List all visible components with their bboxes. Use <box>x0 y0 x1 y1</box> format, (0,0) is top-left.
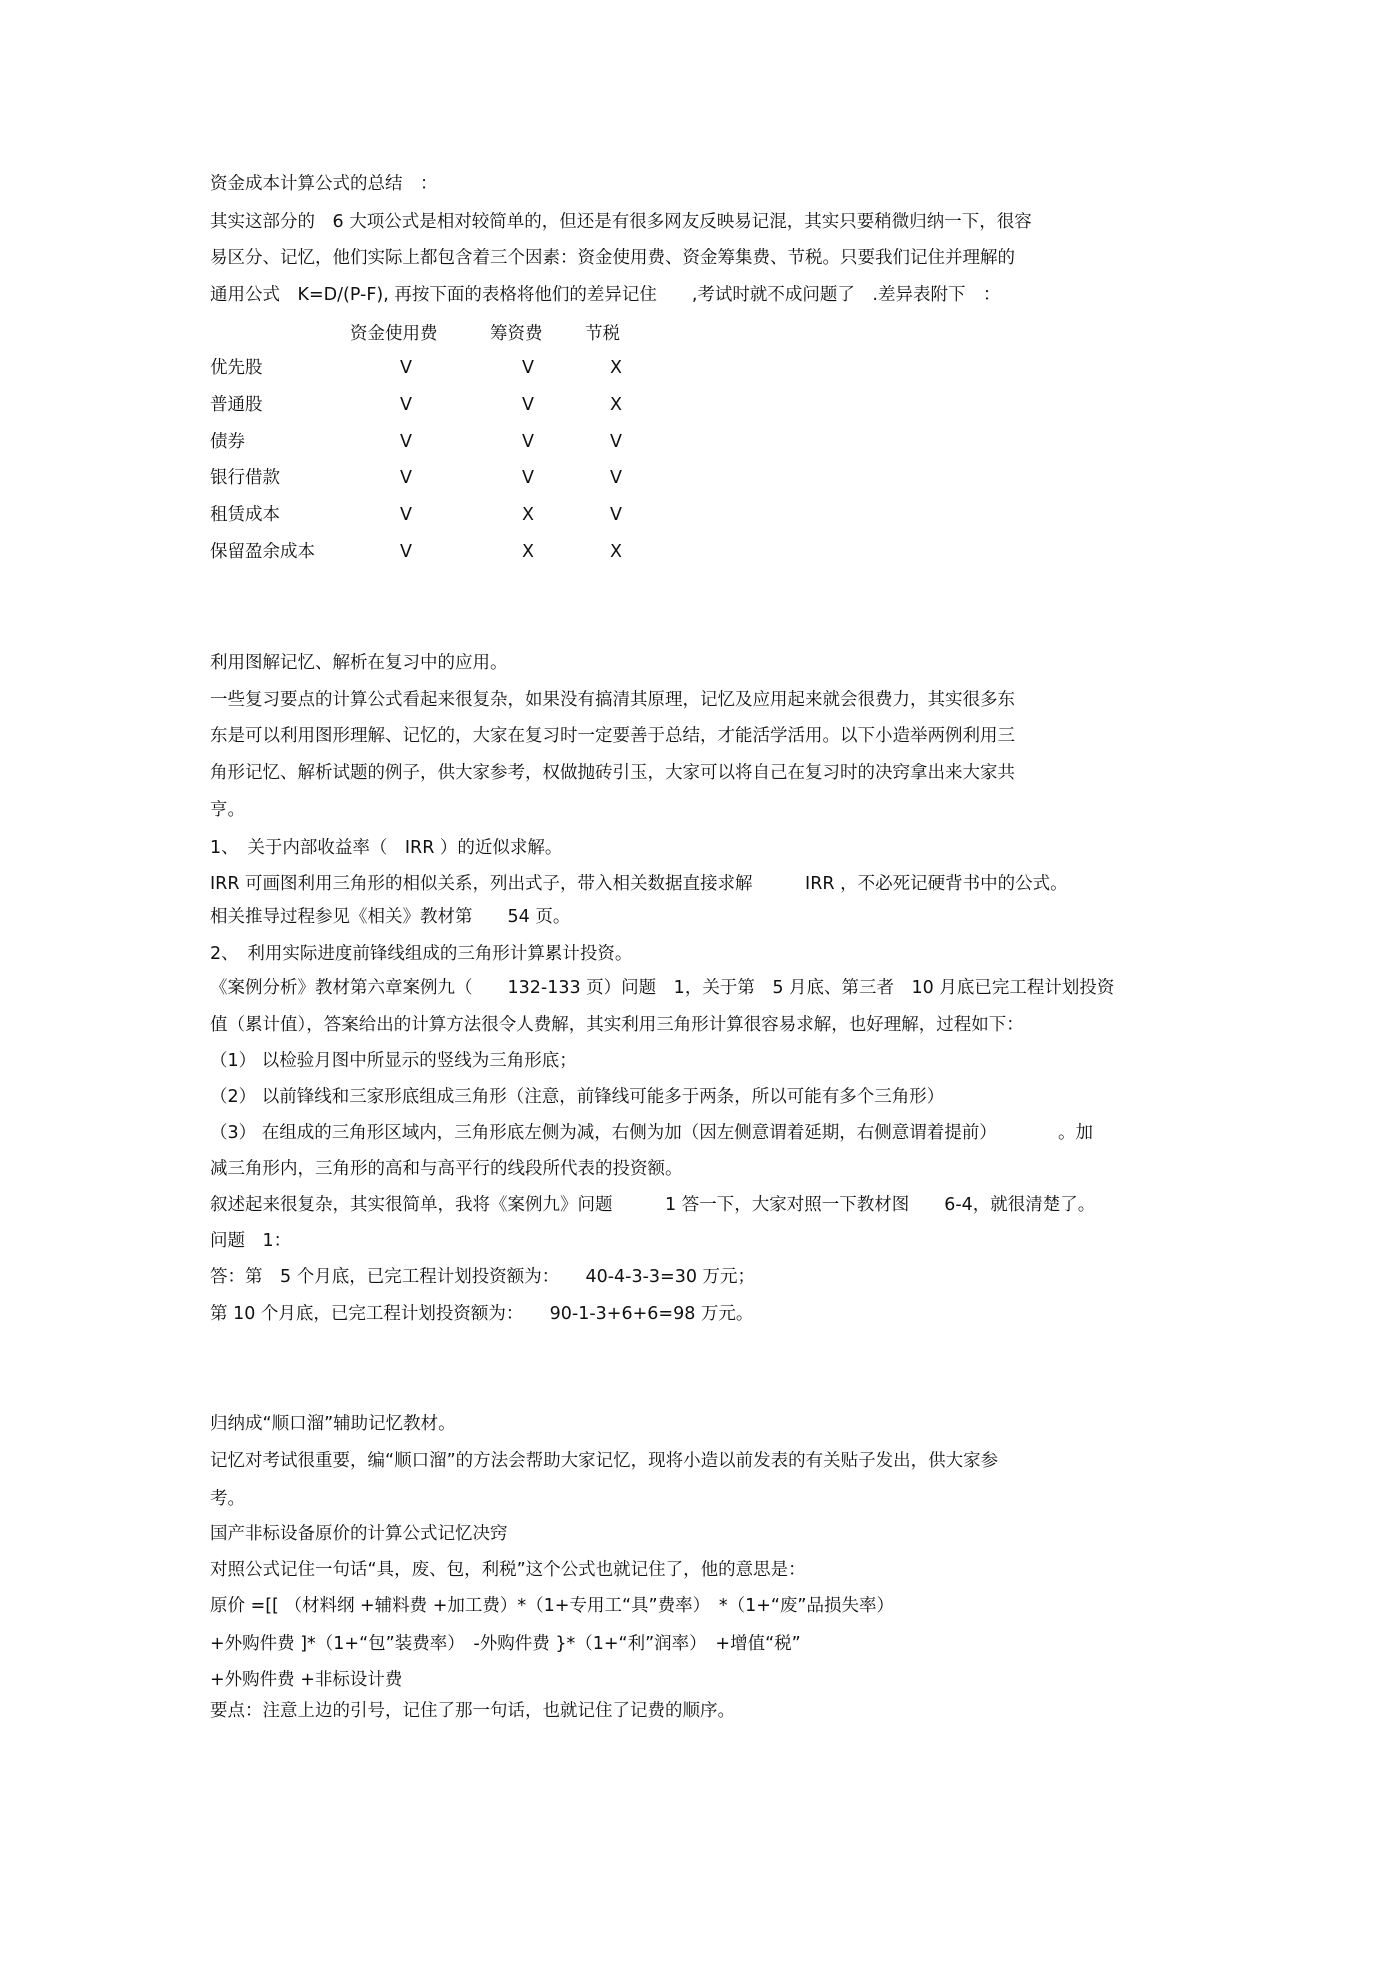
table-cell: V <box>522 432 534 452</box>
section2-line: 1、 关于内部收益率（ IRR ）的近似求解。 <box>210 838 563 858</box>
section2-line: 东是可以利用图形理解、记忆的，大家在复习时一定要善于总结，才能活学活用。以下小造举两例利用三 <box>210 726 1015 746</box>
table-row-label: 普通股 <box>210 395 263 415</box>
section1-para-line-3: 通用公式 K=D/(P-F), 再按下面的表格将他们的差异记住 ,考试时就不成问题了 .差异表附下 ： <box>210 285 1001 305</box>
section2-line: （3） 在组成的三角形区域内，三角形底左侧为减，右侧为加（因左侧意谓着延期，右侧意谓着提前） 。加 <box>210 1123 1093 1143</box>
table-row-label: 优先股 <box>210 358 263 378</box>
table-cell: V <box>522 395 534 415</box>
table-row <box>210 356 710 380</box>
section3-line: 记忆对考试很重要，编“顺口溜”的方法会帮助大家记忆，现将小造以前发表的有关贴子发出，供大家参 <box>210 1451 999 1471</box>
table-cell: V <box>522 468 534 488</box>
table-cell: V <box>522 358 534 378</box>
section2-line: 值（累计值），答案给出的计算方法很令人费解，其实利用三角形计算很容易求解，也好理解，过程如下： <box>210 1015 1024 1035</box>
table-cell: V <box>610 432 622 452</box>
table-row <box>210 540 710 564</box>
table-cell: V <box>610 468 622 488</box>
table-cell: V <box>400 505 412 525</box>
section2-line: 《案例分析》教材第六章案例九（ 132-133 页）问题 1，关于第 5 月底、第三者 10 月底已完工程计划投资 <box>210 978 1115 998</box>
table-row-label: 保留盈余成本 <box>210 542 315 562</box>
table-row <box>210 466 710 490</box>
table-header-row <box>210 322 710 346</box>
section3-line: 要点：注意上边的引号，记住了那一句话，也就记住了记费的顺序。 <box>210 1701 735 1721</box>
section3-line: 国产非标设备原价的计算公式记忆决窍 <box>210 1524 508 1544</box>
table-cell: V <box>400 358 412 378</box>
section3-line: 考。 <box>210 1489 245 1509</box>
section2-line: 答：第 5 个月底，已完工程计划投资额为： 40-4-3-3=30 万元； <box>210 1267 756 1287</box>
table-cell: V <box>400 542 412 562</box>
table-row <box>210 393 710 417</box>
section2-line: 叙述起来很复杂，其实很简单，我将《案例九》问题 1 答一下，大家对照一下教材图 6-4，就很清楚了。 <box>210 1195 1096 1215</box>
section3-line: 对照公式记住一句话“具，废、包，利税”这个公式也就记住了，他的意思是： <box>210 1560 806 1580</box>
table-cell: X <box>522 542 534 562</box>
table-row <box>210 503 710 527</box>
section1-para-line-1: 其实这部分的 6 大项公式是相对较简单的，但还是有很多网友反映易记混，其实只要稍微归纳一下，很容 <box>210 212 1032 232</box>
section2-line: 角形记忆、解析试题的例子，供大家参考，权做抛砖引玉，大家可以将自己在复习时的决窍拿出来大家共 <box>210 763 1015 783</box>
section2-line: 2、 利用实际进度前锋线组成的三角形计算累计投资。 <box>210 944 633 964</box>
section1-para-line-2: 易区分、记忆，他们实际上都包含着三个因素：资金使用费、资金筹集费、节税。只要我们记住并理解的 <box>210 248 1015 268</box>
section2-line: 一些复习要点的计算公式看起来很复杂，如果没有搞清其原理，记忆及应用起来就会很费力，其实很多东 <box>210 690 1015 710</box>
section2-line: 相关推导过程参见《相关》教材第 54 页。 <box>210 907 571 927</box>
section2-line: 减三角形内，三角形的高和与高平行的线段所代表的投资额。 <box>210 1159 683 1179</box>
section2-line: 第 10 个月底，已完工程计划投资额为： 90-1-3+6+6=98 万元。 <box>210 1304 754 1324</box>
table-header-cell: 筹资费 <box>490 324 543 344</box>
section3-line: +外购件费 ]*（1+“包”装费率） -外购件费 }*（1+“利”润率） +增值“税” <box>210 1634 801 1654</box>
section2-line: IRR 可画图利用三角形的相似关系，列出式子，带入相关数据直接求解 IRR ，不必死记硬背书中的公式。 <box>210 874 1068 894</box>
section3-title: 归纳成“顺口溜”辅助记忆教材。 <box>210 1414 456 1434</box>
section3-line: +外购件费 +非标设计费 <box>210 1670 403 1690</box>
section2-title: 利用图解记忆、解析在复习中的应用。 <box>210 653 508 673</box>
table-cell: V <box>400 432 412 452</box>
table-header-cell: 节税 <box>585 324 620 344</box>
table-header-cell: 资金使用费 <box>350 324 438 344</box>
table-cell: X <box>610 395 622 415</box>
table-cell: X <box>610 542 622 562</box>
table-row-label: 租赁成本 <box>210 505 280 525</box>
section2-line: 问题 1： <box>210 1231 292 1251</box>
section1-title: 资金成本计算公式的总结 ： <box>210 174 438 194</box>
table-cell: V <box>610 505 622 525</box>
section2-line: 亨。 <box>210 800 245 820</box>
table-row-label: 债券 <box>210 432 245 452</box>
section2-line: （1） 以检验月图中所显示的竖线为三角形底； <box>210 1051 577 1071</box>
table-cell: X <box>610 358 622 378</box>
section2-line: （2） 以前锋线和三家形底组成三角形（注意，前锋线可能多于两条，所以可能有多个三角形） <box>210 1087 945 1107</box>
table-row <box>210 430 710 454</box>
table-row-label: 银行借款 <box>210 468 280 488</box>
table-cell: X <box>522 505 534 525</box>
table-cell: V <box>400 395 412 415</box>
table-cell: V <box>400 468 412 488</box>
section3-line: 原价 =[[ （材料纲 +辅料费 +加工费）*（1+专用工“具”费率） *（1+“废”品损失率） <box>210 1596 895 1616</box>
